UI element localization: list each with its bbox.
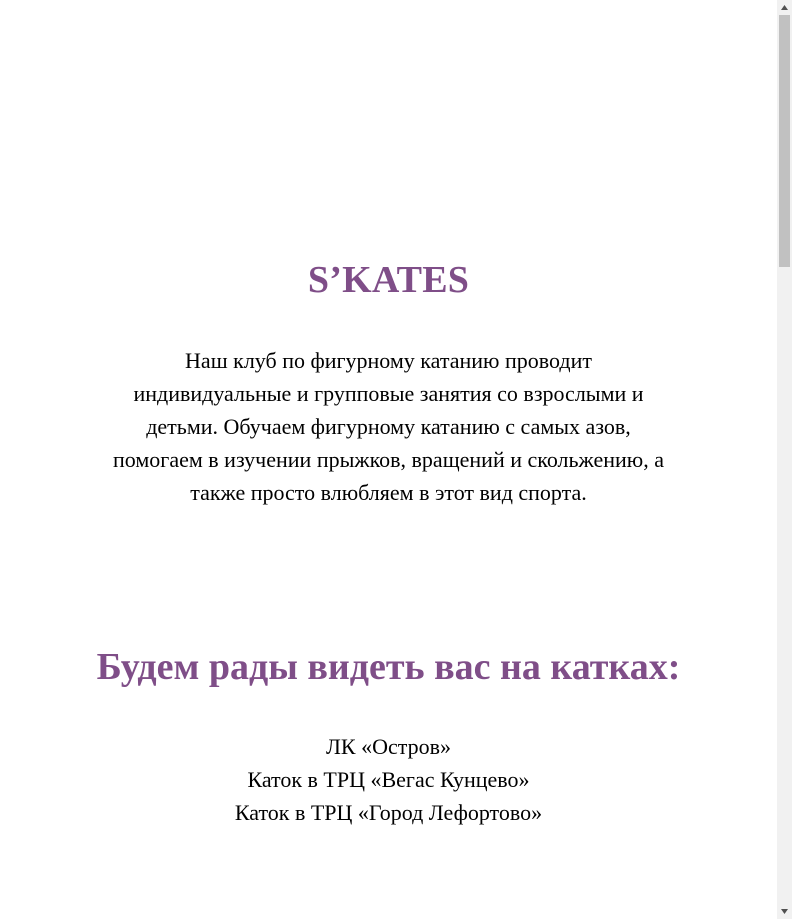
rink-item: ЛК «Остров»: [325, 734, 452, 759]
triangle-down-icon: [781, 909, 788, 914]
vertical-scrollbar[interactable]: [777, 0, 792, 919]
rink-item: Каток в ТРЦ «Город Лефортово»: [234, 800, 543, 825]
scroll-thumb[interactable]: [779, 15, 790, 267]
scroll-up-button[interactable]: [777, 0, 792, 15]
triangle-up-icon: [781, 5, 788, 10]
rink-item: Каток в ТРЦ «Вегас Кунцево»: [247, 767, 530, 792]
brand-title: S’KATES: [307, 259, 470, 301]
rinks-heading: Будем рады видеть вас на катках:: [96, 646, 681, 688]
scroll-down-button[interactable]: [777, 904, 792, 919]
rinks-list: [0, 730, 777, 829]
intro-paragraph: Наш клуб по фигурному катанию проводит индивидуальные и групповые занятия со взрослыми и детьми. Обучаем фигурному катанию с самых азов, помогаем в изучении прыжков, вращений и скольжению, а также просто влюбляем в этот вид спорта.: [113, 348, 664, 505]
